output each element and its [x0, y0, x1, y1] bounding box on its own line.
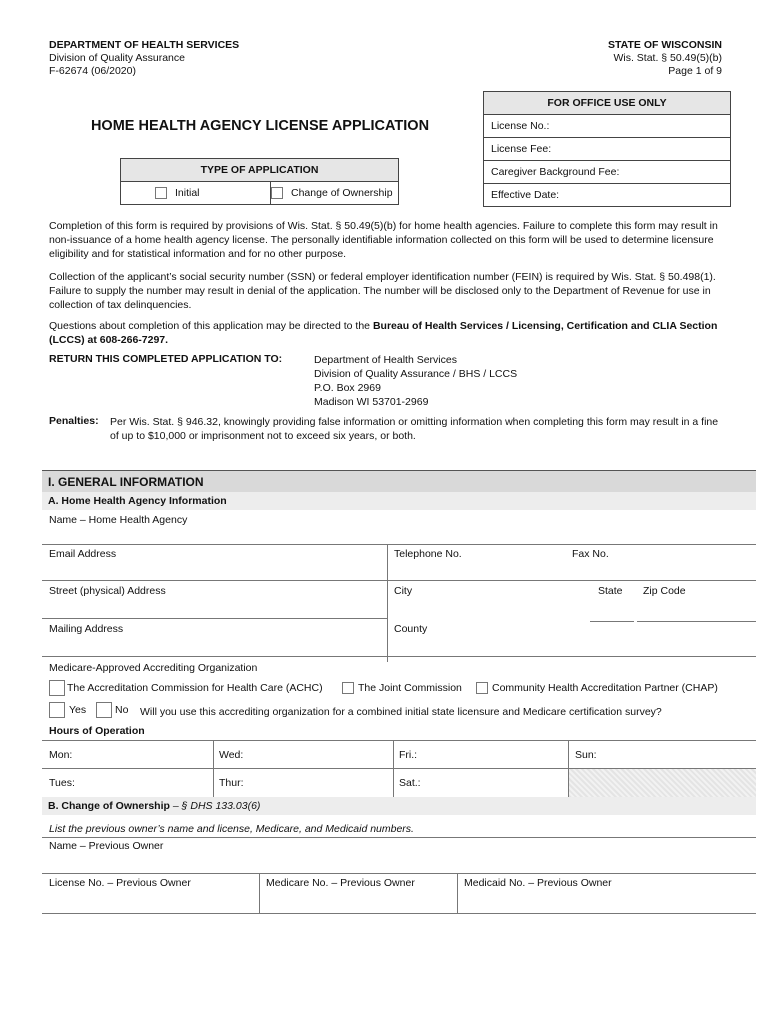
- section-title: I. GENERAL INFORMATION: [42, 470, 756, 492]
- return-line: Division of Quality Assurance / BHS / LCCS: [314, 368, 518, 380]
- tues-field[interactable]: Tues:: [49, 777, 75, 789]
- page-number: Page 1 of 9: [668, 65, 722, 77]
- header-left: [49, 39, 239, 78]
- penalties-label: Penalties:: [49, 415, 99, 427]
- email-field[interactable]: Email Address: [49, 548, 117, 560]
- wed-field[interactable]: Wed:: [219, 749, 244, 761]
- shaded-cell: [569, 769, 756, 797]
- accreditation-title: Medicare-Approved Accrediting Organization: [49, 662, 258, 674]
- subsection-b-ref: – § DHS 133.03(6): [169, 800, 261, 812]
- city-field[interactable]: City: [394, 585, 413, 597]
- form-title: HOME HEALTH AGENCY LICENSE APPLICATION: [90, 118, 430, 134]
- mailing-address-field[interactable]: Mailing Address: [49, 623, 124, 635]
- fri-field[interactable]: Fri.:: [399, 749, 418, 761]
- subsection-b-title: [42, 797, 756, 815]
- hours-title: Hours of Operation: [49, 725, 145, 737]
- return-line: P.O. Box 2969: [314, 382, 381, 394]
- chap-label: Community Health Accreditation Partner (CHAP): [492, 682, 718, 694]
- paragraph-completion: Completion of this form is required by provisions of Wis. Stat. § 50.49(5)(b) for home health agencies. Failure to complete this form may result in non-issuance of a home health agency license. The personally identifiable information collected on this form will be used to determine licensure eligibility and for statistical information and for no other purpose.: [49, 220, 718, 260]
- thur-field[interactable]: Thur:: [219, 777, 244, 789]
- return-address: [314, 353, 517, 409]
- combined-survey-question: Will you use this accrediting organization for a combined initial state licensure and Medicare certification survey?: [140, 706, 662, 718]
- lccs-contact: Bureau of Health Services / Licensing, Certification and CLIA Section (LCCS) at 608-266-7297.: [49, 320, 718, 346]
- yes-option[interactable]: [49, 702, 86, 718]
- office-use-box: [483, 91, 731, 207]
- achc-option[interactable]: [49, 680, 323, 696]
- achc-label: The Accreditation Commission for Health Care (ACHC): [67, 681, 323, 694]
- initial-option[interactable]: [121, 182, 271, 204]
- yes-label: Yes: [69, 703, 87, 716]
- initial-label: Initial: [175, 187, 200, 199]
- division-name: Division of Quality Assurance: [49, 52, 185, 64]
- fax-field[interactable]: Fax No.: [572, 548, 609, 560]
- penalties-text: Per Wis. Stat. § 946.32, knowingly providing false information or omitting information when completing this form may result in a fine of up to $10,000 or imprisonment not to exceed six years, or both.: [110, 416, 719, 442]
- initial-checkbox[interactable]: [155, 187, 167, 199]
- previous-owner-name-field[interactable]: Name – Previous Owner: [49, 840, 164, 852]
- effective-date-field[interactable]: Effective Date:: [484, 183, 730, 206]
- yes-checkbox[interactable]: [49, 702, 65, 718]
- license-fee-field[interactable]: License Fee:: [484, 137, 730, 160]
- general-information-section: [42, 470, 756, 510]
- zip-code-field[interactable]: Zip Code: [643, 585, 686, 597]
- achc-checkbox[interactable]: [49, 680, 65, 696]
- no-label: No: [115, 703, 129, 716]
- questions-text: Questions about completion of this application may be directed to the: [49, 320, 373, 332]
- type-of-application-title: TYPE OF APPLICATION: [121, 159, 398, 182]
- agency-name-field[interactable]: Name – Home Health Agency: [49, 514, 188, 526]
- form-number: F-62674 (06/2020): [49, 65, 136, 77]
- license-no-field[interactable]: License No.:: [484, 114, 730, 137]
- street-address-field[interactable]: Street (physical) Address: [49, 585, 166, 597]
- statute-ref: Wis. Stat. § 50.49(5)(b): [613, 52, 722, 64]
- no-checkbox[interactable]: [96, 702, 112, 718]
- previous-medicare-field[interactable]: Medicare No. – Previous Owner: [266, 877, 415, 889]
- paragraph-ssn: Collection of the applicant’s social security number (SSN) or federal employer identification number (FEIN) is required by Wis. Stat. § 50.498(1). Failure to supply the number may result in denial of the application. The number will be disclosed only to the Department of Revenue for use in collection of tax delinquencies.: [49, 271, 716, 311]
- header-right: [608, 39, 722, 78]
- dept-name: DEPARTMENT OF HEALTH SERVICES: [49, 39, 240, 51]
- office-use-title: FOR OFFICE USE ONLY: [484, 92, 730, 114]
- joint-commission-option[interactable]: [342, 682, 462, 694]
- return-line: Department of Health Services: [314, 354, 457, 366]
- return-line: Madison WI 53701-2969: [314, 396, 429, 408]
- joint-commission-label: The Joint Commission: [358, 682, 462, 694]
- no-option[interactable]: [96, 702, 128, 718]
- paragraph-questions: [49, 319, 729, 347]
- previous-license-field[interactable]: License No. – Previous Owner: [49, 877, 191, 889]
- mon-field[interactable]: Mon:: [49, 749, 73, 761]
- sat-field[interactable]: Sat.:: [399, 777, 421, 789]
- change-ownership-label: Change of Ownership: [291, 187, 393, 199]
- chap-checkbox[interactable]: [476, 682, 488, 694]
- subsection-b-label: B. Change of Ownership: [48, 800, 170, 812]
- list-previous-instruction: List the previous owner’s name and license, Medicare, and Medicaid numbers.: [49, 823, 414, 835]
- change-ownership-checkbox[interactable]: [271, 187, 283, 199]
- change-ownership-option[interactable]: [271, 182, 393, 204]
- telephone-field[interactable]: Telephone No.: [394, 548, 462, 560]
- joint-commission-checkbox[interactable]: [342, 682, 354, 694]
- sun-field[interactable]: Sun:: [575, 749, 597, 761]
- previous-medicaid-field[interactable]: Medicaid No. – Previous Owner: [464, 877, 612, 889]
- county-field[interactable]: County: [394, 623, 428, 635]
- state-name: STATE OF WISCONSIN: [608, 39, 722, 51]
- return-label: RETURN THIS COMPLETED APPLICATION TO:: [49, 353, 283, 365]
- caregiver-fee-field[interactable]: Caregiver Background Fee:: [484, 160, 730, 183]
- state-field[interactable]: State: [598, 585, 623, 597]
- type-of-application-box: [120, 158, 399, 205]
- subsection-a-title: A. Home Health Agency Information: [42, 492, 756, 510]
- chap-option[interactable]: [476, 682, 718, 694]
